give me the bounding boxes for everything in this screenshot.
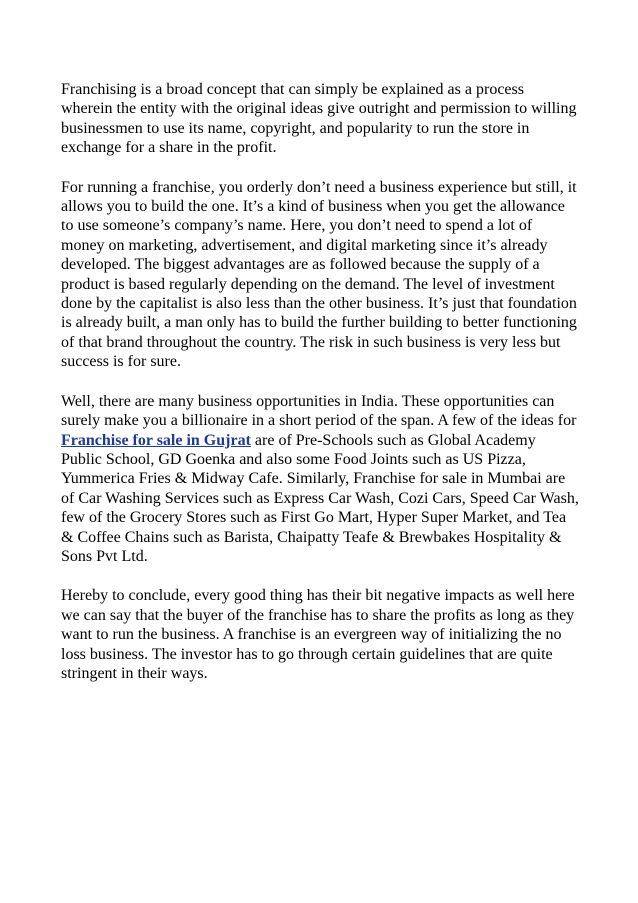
paragraph-running-franchise: For running a franchise, you orderly don’t need a business experience but still, it allows you to build the one. It’s a kind of business when you get the allowance to use someone’s company’s name. Here, you don’t need to spend a lot of money on marketing, advertisement, and digital marketing since it’s already developed. The biggest advantages are as followed because the supply of a product is based regularly depending on the demand. The level of investment done by the capitalist is also less than the other business. It’s just that foundation is already built, a man only has to build the further building to better functioning of that brand throughout the country. The risk in such business is very less but success is for sure. [61,178,577,371]
paragraph-intro: Franchising is a broad concept that can simply be explained as a process wherein the entity with the original ideas give outright and permission to willing businessmen to use its name, copyright, and popularity to run the store in exchange for a share in the profit. [61,81,577,157]
paragraph-opportunities [61,392,579,567]
paragraph-opportunities-before: Well, there are many business opportunities in India. These opportunities can surely make you a billionaire in a short period of the span. A few of the ideas for [61,392,577,430]
paragraph-conclusion: Hereby to conclude, every good thing has their bit negative impacts as well here we can say that the buyer of the franchise has to share the profits as long as they want to run the business. A franchise is an evergreen way of initializing the no loss business. The investor has to go through certain guidelines that are quite stringent in their ways. [61,587,575,682]
franchise-gujrat-link[interactable]: Franchise for sale in Gujrat [61,431,251,449]
document-page [61,80,579,703]
paragraph-opportunities-after: are of Pre-Schools such as Global Academy Public School, GD Goenka and also some Food Joints such as US Pizza, Yummerica Fries & Midway Cafe. Similarly, Franchise for sale in Mumbai are of Car Washing Services such as Express Car Wash, Cozi Cars, Speed Car Wash, few of the Grocery Stores such as First Go Mart, Hyper Super Market, and Tea & Coffee Chains such as Barista, Chaipatty Teafe & Brewbakes Hospitality & Sons Pvt Ltd. [61,431,579,565]
